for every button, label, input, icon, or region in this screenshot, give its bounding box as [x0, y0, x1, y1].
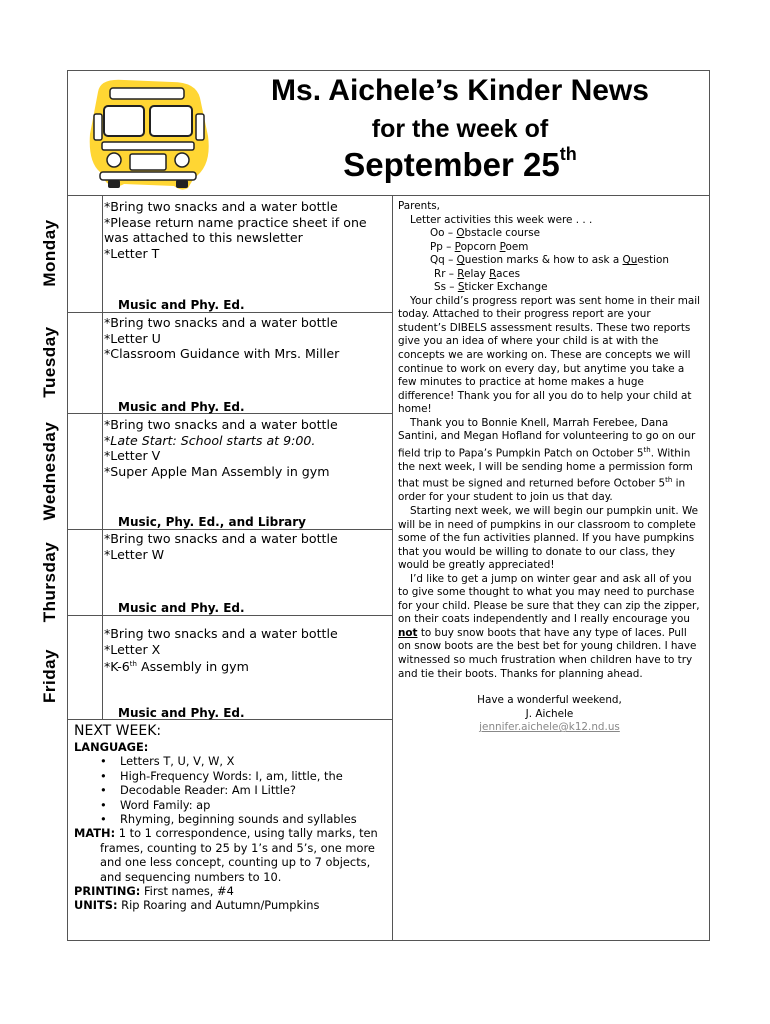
day-label-monday: Monday	[40, 219, 59, 287]
school-bus-icon	[84, 74, 214, 192]
day-label-wednesday: Wednesday	[40, 421, 59, 521]
list-item: • Decodable Reader: Am I Little?	[74, 783, 390, 797]
day-label-thursday: Thursday	[40, 541, 59, 623]
next-week-section	[74, 722, 390, 913]
newsletter-subtitle: for the week of	[371, 115, 549, 143]
day-divider	[67, 615, 392, 616]
week-date: September 25th	[343, 144, 577, 183]
list-item: Qq – Question marks & how to ask a Question	[430, 254, 669, 267]
letter-paragraph: Your child’s progress report was sent home in their mail today. Attached to their progress report are your student’s DIBELS assessment results. These two reports give you an idea of where your child is at with the concepts we are working on. These are concepts we will continue to work on every day, but anytime you take a few minutes to practice at home makes a huge difference! Thank you for all you do to help your child at home!	[398, 294, 701, 416]
list-item: *Super Apple Man Assembly in gym	[104, 463, 330, 479]
letter-paragraph: I’d like to get a jump on winter gear and ask all of you to give some thought to what you may need to purchase for your child. Please be sure that they can zip the zipper, on their coats independently and I really encourage you not to buy snow boots that have any type of laces. Pull on snow boots are the best bet for young children. I have witnessed so much frustration when children have to try and tie their boots. Thanks for planning ahead.	[398, 572, 700, 680]
newsletter-title: Ms. Aichele’s Kinder News	[271, 74, 649, 107]
specials-friday: Music and Phy. Ed.	[118, 706, 245, 720]
list-item: Pp – Popcorn Poem	[430, 240, 529, 253]
list-item: *Letter T	[104, 245, 160, 261]
specials-thursday: Music and Phy. Ed.	[118, 601, 245, 615]
list-item: *Letter W	[104, 546, 165, 562]
list-item: • Word Family: ap	[74, 798, 390, 812]
letter-signature: J. Aichele	[525, 707, 574, 720]
list-item: *Bring two snacks and a water bottle	[104, 417, 338, 432]
letter-paragraph: Starting next week, we will begin our pumpkin unit. We will be in need of pumpkins in our classroom to complete some of the fun activities planned. If you have pumpkins that you would be willing to donate to our class, they would be greatly appreciated!	[398, 504, 698, 572]
next-week-heading: NEXT WEEK:	[74, 723, 162, 739]
list-item: Oo – Obstacle course	[430, 227, 541, 240]
specials-monday: Music and Phy. Ed.	[118, 298, 245, 312]
list-item: *Bring two snacks and a water bottle	[104, 199, 338, 214]
list-item: *Bring two snacks and a water bottle	[104, 531, 338, 546]
list-item: *Classroom Guidance with Mrs. Miller	[104, 346, 340, 361]
day-divider	[67, 529, 392, 530]
specials-wednesday: Music, Phy. Ed., and Library	[118, 515, 306, 529]
day-label-friday: Friday	[40, 648, 59, 704]
language-label: LANGUAGE:	[74, 740, 149, 754]
list-item: *Letter V	[104, 448, 161, 463]
day-content-wednesday	[104, 417, 390, 479]
list-item: • Rhyming, beginning sounds and syllables	[74, 812, 390, 826]
list-item: *Letter X	[104, 641, 161, 657]
day-content-thursday	[104, 531, 390, 562]
day-content-friday	[104, 626, 390, 675]
list-item: *Bring two snacks and a water bottle	[104, 315, 338, 330]
day-label-tuesday: Tuesday	[40, 326, 59, 398]
printing-topics: PRINTING: First names, #4	[74, 884, 234, 899]
letter-intro: Letter activities this week were . . .	[410, 213, 593, 226]
list-item: Rr – Relay Races	[434, 267, 521, 280]
letter-greeting: Parents,	[398, 200, 440, 212]
list-item: • Letters T, U, V, W, X	[74, 754, 390, 768]
email-link[interactable]: jennifer.aichele@k12.nd.us	[479, 721, 620, 734]
day-divider	[67, 312, 392, 313]
list-item: *Please return name practice sheet if one was attached to this newsletter	[104, 214, 367, 245]
list-item: Ss – Sticker Exchange	[434, 281, 548, 294]
units-topics: UNITS: Rip Roaring and Autumn/Pumpkins	[74, 898, 320, 913]
letter-paragraph: Thank you to Bonnie Knell, Marrah Ferebee, Dana Santini, and Megan Hofland for volunteering to go on our field trip to Papa’s Pumpkin Patch on October 5th. Within the next week, I will be sending home a permission form that must be signed and returned before October 5th in order for your student to join us that day.	[398, 416, 696, 504]
column-divider	[392, 195, 393, 941]
list-item: • High-Frequency Words: I, am, little, the	[74, 769, 390, 783]
day-content-tuesday	[104, 315, 390, 362]
parent-letter	[398, 200, 701, 735]
specials-tuesday: Music and Phy. Ed.	[118, 400, 245, 414]
day-label-divider	[102, 195, 103, 719]
header-divider	[67, 195, 710, 196]
list-item: *K-6th Assembly in gym	[104, 659, 249, 675]
language-list	[74, 754, 390, 826]
list-item: *Letter U	[104, 330, 161, 346]
math-topics: MATH: 1 to 1 correspondence, using tally marks, ten frames, counting to 25 by 1’s and 5’s, one more and one less concept, counting up to 7 objects, and sequencing numbers to 10.	[74, 826, 378, 884]
list-item: *Bring two snacks and a water bottle	[104, 626, 338, 641]
list-item: *Late Start: School starts at 9:00.	[104, 432, 316, 448]
letter-closing: Have a wonderful weekend,	[477, 694, 622, 707]
day-content-monday	[104, 199, 390, 261]
